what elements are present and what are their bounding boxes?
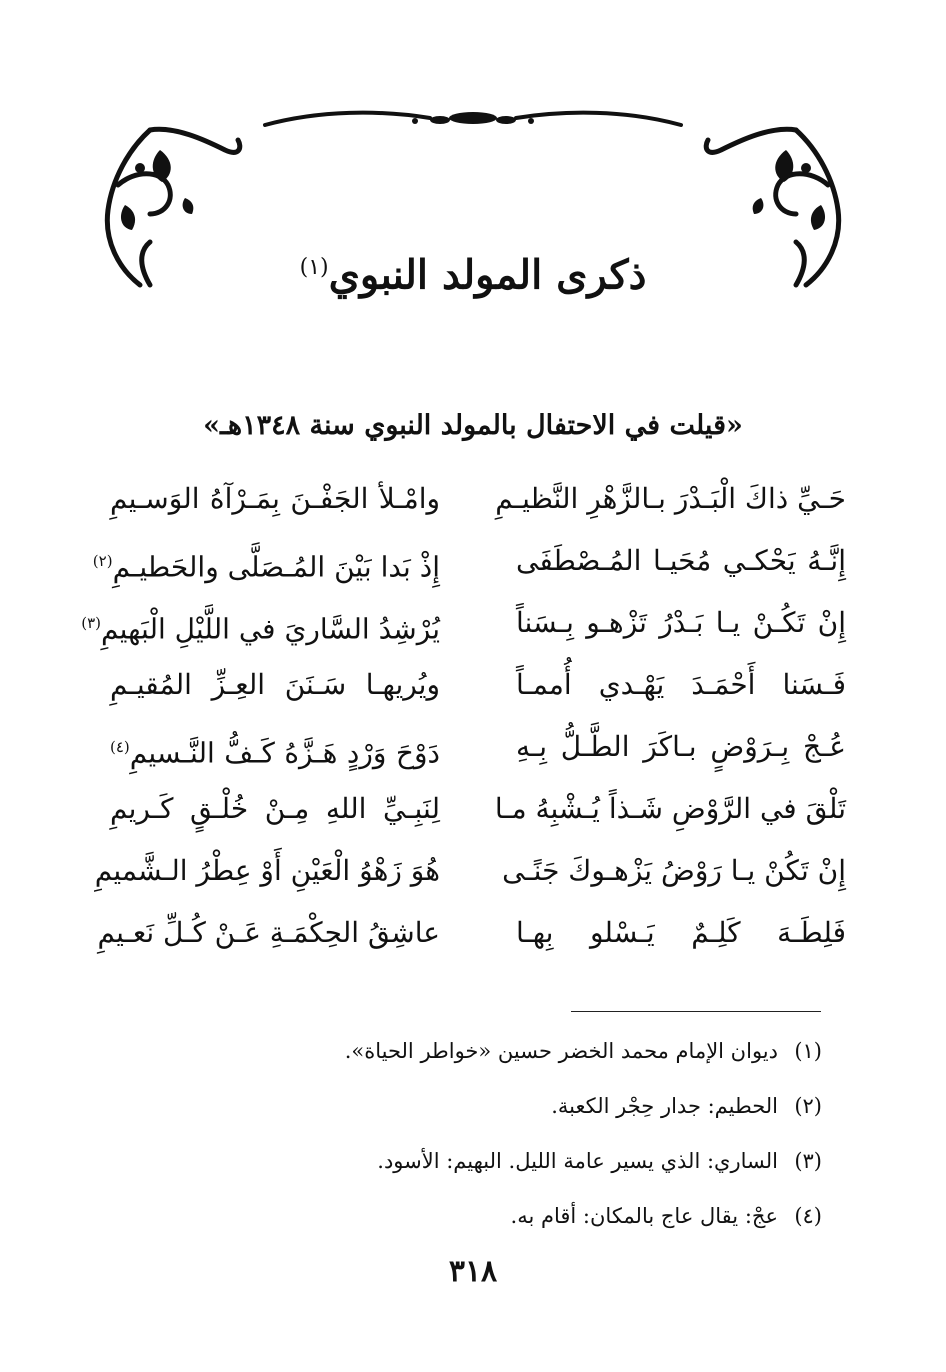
verse-first-hemistich: فَـسَنا أَحْمَـدَ يَهْـدي أُممـاً	[516, 668, 846, 701]
hemistich-text: يُرْشِدُ السَّاريَ في اللَّيْلِ الْبَهيمِ	[101, 612, 440, 646]
page-title	[200, 238, 746, 305]
right-corner-leaves	[753, 150, 825, 230]
footnote	[262, 1024, 822, 1079]
footnote-number: (٢)	[794, 1094, 822, 1118]
verse-second-hemistich	[92, 530, 440, 598]
verse-first-hemistich: إِنْ تَكُنْ يـا رَوْضُ يَزْهـوكَ جَنًـى	[502, 854, 846, 887]
footnote	[262, 1079, 822, 1134]
verse-first-hemistich: تَلْقَ في الرَّوْضِ شَـذاً يُـشْبِهُ مـا	[494, 792, 846, 825]
poem-occasion: «قيلت في الاحتفال بالمولد النبوي سنة ١٣٤٨هـ»	[203, 410, 743, 441]
title-footnote-ref: (١)	[299, 255, 329, 280]
page-title-text: ذكرى المولد النبوي	[328, 251, 647, 299]
footnote-ref: (٤)	[110, 738, 130, 756]
footnote-text: عجْ: يقال عاج بالمكان: أقام به.	[510, 1204, 778, 1228]
verse-second-hemistich	[81, 592, 440, 660]
verse-second-hemistich	[94, 840, 440, 902]
footnote-number: (٤)	[794, 1204, 822, 1228]
verse-second-hemistich	[97, 902, 440, 964]
hemistich-text: ويُريهـا سَـنَنَ العِـزِّ المُقيـمِ	[110, 668, 440, 701]
poem-verse	[97, 902, 846, 964]
poem	[81, 468, 846, 964]
hemistich-text: دَوْحَ وَرْدٍ هَـزَّهُ كَـفُّ النَّـسيمِ	[129, 736, 440, 770]
footnote-text: ديوان الإمام محمد الخضر حسين «خواطر الحياة».	[344, 1039, 778, 1063]
verse-second-hemistich	[110, 654, 440, 716]
footnote	[262, 1189, 822, 1244]
footnote-number: (٣)	[794, 1149, 822, 1173]
footnote-ref: (٢)	[92, 552, 113, 570]
hemistich-text: عاشِقُ الحِكْمَـةِ عَـنْ كُـلِّ نَعـيمِ	[97, 916, 440, 949]
poem-verse	[100, 716, 846, 778]
poem-verse	[100, 654, 846, 716]
page-number: ٣١٨	[448, 1254, 498, 1289]
footnote-number: (١)	[794, 1039, 822, 1063]
verse-second-hemistich	[110, 778, 440, 840]
hemistich-text: وامْـلأ الجَفْـنَ بِمَـرْآهُ الوَسـيمِ	[110, 482, 440, 515]
verse-second-hemistich	[110, 468, 440, 530]
poem-verse	[81, 592, 846, 654]
verse-second-hemistich	[110, 716, 440, 784]
verse-first-hemistich: إِنَّـهُ يَحْكـي مُحَيـا المُـصْطَفَى	[516, 544, 846, 577]
hemistich-text: لِنَبِـيِّ اللهِ مِـنْ خُلْـقٍ كَـريمِ	[110, 792, 440, 825]
footnote-text: الحطيم: جدار حِجْر الكعبة.	[551, 1094, 778, 1118]
hemistich-text: إِذْ بَدا بَيْنَ المُـصَلَّى والحَطيـمِ	[112, 550, 440, 584]
footnote-separator	[571, 1011, 821, 1012]
verse-first-hemistich: فَلِطَـهَ كَلِـمٌ يَـسْلو بِهـا	[516, 916, 846, 949]
poem-verse	[94, 840, 846, 902]
poem-verse	[100, 468, 846, 530]
verse-first-hemistich: عُـجْ بِـرَوْضٍ بـاكَرَ الطَّـلُّ بِـهِ	[516, 730, 846, 763]
footnote	[262, 1134, 822, 1189]
poem-verse	[92, 530, 846, 592]
hemistich-text: هُوَ زَهْوُ الْعَيْنِ أَوْ عِطْرُ الـشَّميمِ	[94, 854, 440, 887]
footnotes	[262, 1024, 822, 1244]
footnote-ref: (٣)	[81, 614, 102, 632]
verse-first-hemistich: حَـيِّ ذاكَ الْبَـدْرَ بـالزَّهْرِ النَّظيـمِ	[495, 482, 846, 515]
verse-first-hemistich: إِنْ تَكُـنْ يـا بَـدْرُ تَزْهـو بِـسَناً	[516, 606, 846, 639]
footnote-text: الساري: الذي يسير عامة الليل. البهيم: الأسود.	[377, 1149, 778, 1173]
left-corner-leaves	[121, 150, 193, 230]
poem-verse	[100, 778, 846, 840]
